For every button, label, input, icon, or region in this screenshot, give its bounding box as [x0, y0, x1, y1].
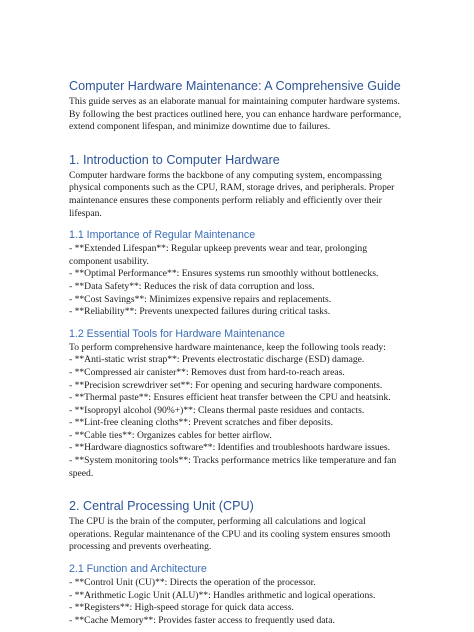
list-item: - **Reliability**: Prevents unexpected failures during critical tasks.	[69, 306, 331, 318]
section-2-heading: 2. Central Processing Unit (CPU)	[69, 499, 254, 514]
list-item: - **Thermal paste**: Ensures efficient heat transfer between the CPU and heatsink.	[69, 392, 391, 404]
list-item: - **Cost Savings**: Minimizes expensive repairs and replacements.	[69, 293, 332, 305]
document-title: Computer Hardware Maintenance: A Comprehensive Guide	[69, 79, 401, 93]
cpu-components-list	[69, 577, 409, 627]
list-item: - **Control Unit (CU)**: Directs the operation of the processor.	[69, 577, 316, 589]
list-item: - **Cache Memory**: Provides faster access to frequently used data.	[69, 614, 335, 626]
list-item: - **Isopropyl alcohol (90%+)**: Cleans thermal paste residues and contacts.	[69, 404, 365, 416]
section-1-heading: 1. Introduction to Computer Hardware	[69, 152, 280, 167]
list-item: - **Lint-free cleaning cloths**: Prevent scratches and fiber deposits.	[69, 417, 334, 429]
list-item: - **Anti-static wrist strap**: Prevents electrostatic discharge (ESD) damage.	[69, 354, 365, 366]
section-1-2-heading: 1.2 Essential Tools for Hardware Maintenance	[69, 327, 285, 340]
maintenance-importance-list	[69, 243, 409, 319]
tools-list	[69, 354, 409, 480]
list-item: - **Arithmetic Logic Unit (ALU)**: Handles arithmetic and logical operations.	[69, 589, 376, 601]
list-item: - **Data Safety**: Reduces the risk of data corruption and loss.	[69, 280, 315, 292]
list-item: - **Cable ties**: Organizes cables for better airflow.	[69, 429, 272, 441]
document-content	[69, 78, 409, 627]
list-item: - **Optimal Performance**: Ensures systems run smoothly without bottlenecks.	[69, 268, 379, 280]
list-item: - **Compressed air canister**: Removes dust from hard-to-reach areas.	[69, 366, 345, 378]
list-item: - **Registers**: High-speed storage for quick data access.	[69, 602, 294, 614]
tools-intro: To perform comprehensive hardware maintenance, keep the following tools ready:	[69, 341, 386, 353]
list-item: - **Precision screwdriver set**: For opening and securing hardware components.	[69, 379, 383, 391]
section-1-1-heading: 1.1 Importance of Regular Maintenance	[69, 229, 256, 242]
list-item: - **Hardware diagnostics software**: Identifies and troubleshoots hardware issues.	[69, 442, 391, 454]
list-item: - **Extended Lifespan**: Regular upkeep prevents wear and tear, prolonging component usability.	[69, 243, 367, 267]
list-item: - **System monitoring tools**: Tracks performance metrics like temperature and fan speed.	[69, 455, 397, 479]
section-2-1-heading: 2.1 Function and Architecture	[69, 563, 207, 576]
intro-paragraph: This guide serves as an elaborate manual for maintaining computer hardware systems. By following the best practices outlined here, you can enhance hardware performance, extend component lifespan, and minimize downtime due to failures.	[69, 96, 402, 133]
section-1-body: Computer hardware forms the backbone of any computing system, encompassing physical components such as the CPU, RAM, storage drives, and peripherals. Proper maintenance ensures these components perform reliably and efficiently over their lifespan.	[69, 169, 395, 219]
section-2-body: The CPU is the brain of the computer, performing all calculations and logical operations. Regular maintenance of the CPU and its cooling system ensures smooth processing and prevents overheating.	[69, 516, 391, 553]
